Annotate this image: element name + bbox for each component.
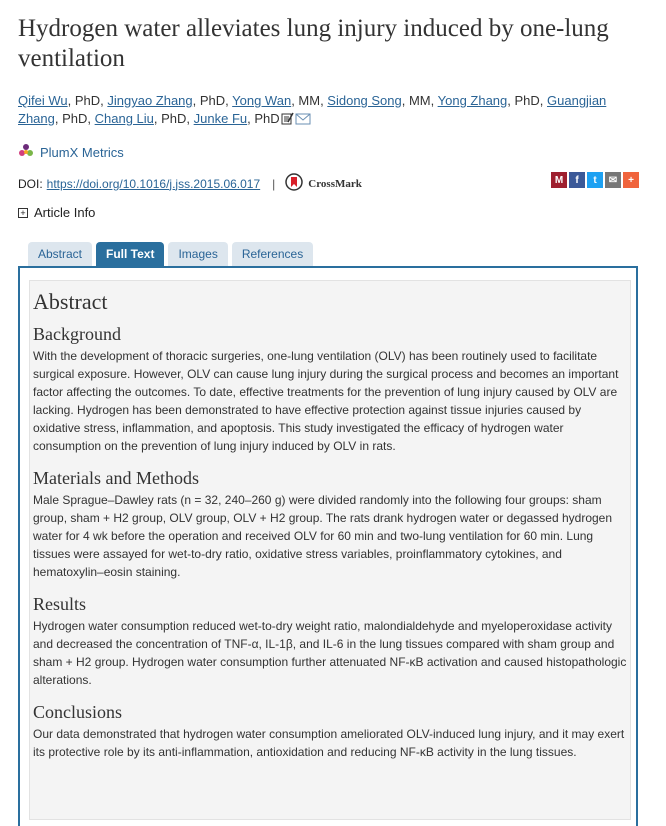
- author-link[interactable]: Sidong Song: [327, 93, 402, 108]
- doi-separator: |: [272, 176, 276, 191]
- crossmark-label[interactable]: CrossMark: [308, 177, 362, 190]
- doi-row: [18, 173, 362, 194]
- tab-panel: [18, 266, 638, 826]
- tab-full-text[interactable]: Full Text: [96, 242, 164, 266]
- doi-link[interactable]: https://doi.org/10.1016/j.jss.2015.06.017: [46, 176, 261, 191]
- email-icon[interactable]: [295, 112, 311, 130]
- author-link[interactable]: Junke Fu: [193, 111, 248, 126]
- tab-images[interactable]: Images: [168, 242, 227, 266]
- article-info-label: Article Info: [34, 205, 96, 220]
- author-link[interactable]: Qifei Wu: [18, 93, 68, 108]
- article-title: Hydrogen water alleviates lung injury induced by one-lung ventilation: [18, 15, 609, 72]
- author-degree: , PhD,: [192, 93, 233, 108]
- author-degree: , PhD,: [507, 93, 548, 108]
- twitter-icon[interactable]: t: [587, 172, 603, 188]
- author-degree: , MM,: [291, 93, 328, 108]
- notes-icon[interactable]: [281, 112, 294, 130]
- content-tabs: [28, 242, 313, 266]
- facebook-icon[interactable]: f: [569, 172, 585, 188]
- section-heading: Results: [33, 594, 87, 614]
- section-text: Hydrogen water consumption reduced wet-to-dry weight ratio, malondialdehyde and myeloperoxidase activity and decreased the concentration of TNF-α, IL-1β, and IL-6 in the lung tissues compared with sham group and sham + H2 group. Hydrogen water consumption further attenuated NF-κB activation and caused histopathologic alterations.: [33, 619, 627, 687]
- doi-label: DOI:: [18, 176, 43, 191]
- author-degree: , PhD,: [54, 111, 95, 126]
- mendeley-icon[interactable]: M: [551, 172, 567, 188]
- more-icon[interactable]: +: [623, 172, 639, 188]
- tab-references[interactable]: References: [232, 242, 313, 266]
- author-degree: , PhD,: [153, 111, 194, 126]
- author-degree: , PhD,: [67, 93, 108, 108]
- share-toolbar: [551, 172, 639, 188]
- article-info-toggle[interactable]: [18, 205, 95, 220]
- plumx-metrics[interactable]: [18, 143, 124, 162]
- section-heading: Background: [33, 324, 121, 344]
- author-degree: , PhD: [247, 111, 280, 126]
- abstract-box: [29, 280, 631, 820]
- expand-icon: +: [18, 208, 28, 218]
- plumx-label[interactable]: PlumX Metrics: [40, 145, 124, 160]
- author-list: [18, 92, 643, 130]
- author-link[interactable]: Yong Wan: [232, 93, 292, 108]
- abstract-heading: Abstract: [33, 289, 108, 314]
- plumx-icon: [18, 143, 34, 162]
- author-link[interactable]: Yong Zhang: [437, 93, 508, 108]
- author-link[interactable]: Guangjian Zhang: [18, 93, 607, 126]
- section-text: Male Sprague–Dawley rats (n = 32, 240–260 g) were divided randomly into the following four groups: sham group, sham + H2 group, OLV group, OLV + H2 group. The rats drank hydrogen water or degassed hydrogen water for 4 wk before the operation and received OLV for 60 min and two-lung ventilation for 60 min. Lung tissues were assayed for wet-to-dry ratio, oxidative stress variables, proinflammatory cytokines, and hematoxylin–eosin staining.: [33, 493, 613, 579]
- crossmark-icon[interactable]: [285, 173, 303, 194]
- email-icon[interactable]: ✉: [605, 172, 621, 188]
- author-link[interactable]: Chang Liu: [94, 111, 154, 126]
- author-degree: , MM,: [401, 93, 438, 108]
- section-heading: Conclusions: [33, 702, 123, 722]
- section-text: Our data demonstrated that hydrogen water consumption ameliorated OLV-induced lung injury, and it may exert its protective role by its anti-inflammation, antioxidation and reducing NF-κB activity in the lung tissues.: [33, 727, 625, 759]
- author-link[interactable]: Jingyao Zhang: [107, 93, 193, 108]
- tab-abstract[interactable]: Abstract: [28, 242, 92, 266]
- section-text: With the development of thoracic surgeries, one-lung ventilation (OLV) has been routinely used to facilitate surgical exposure. However, OLV can cause lung injury during the surgical process and becomes an important factor affecting the outcomes. To date, effective treatments for the prevention of lung injury caused by OLV are lacking. Hydrogen has been demonstrated to have effective protection against tissue injuries caused by oxidative stress, inflammation, and apoptosis. This study investigated the efficacy of hydrogen water consumption on the prevention of lung injury induced by OLV in rats.: [33, 349, 619, 453]
- section-heading: Materials and Methods: [33, 468, 199, 488]
